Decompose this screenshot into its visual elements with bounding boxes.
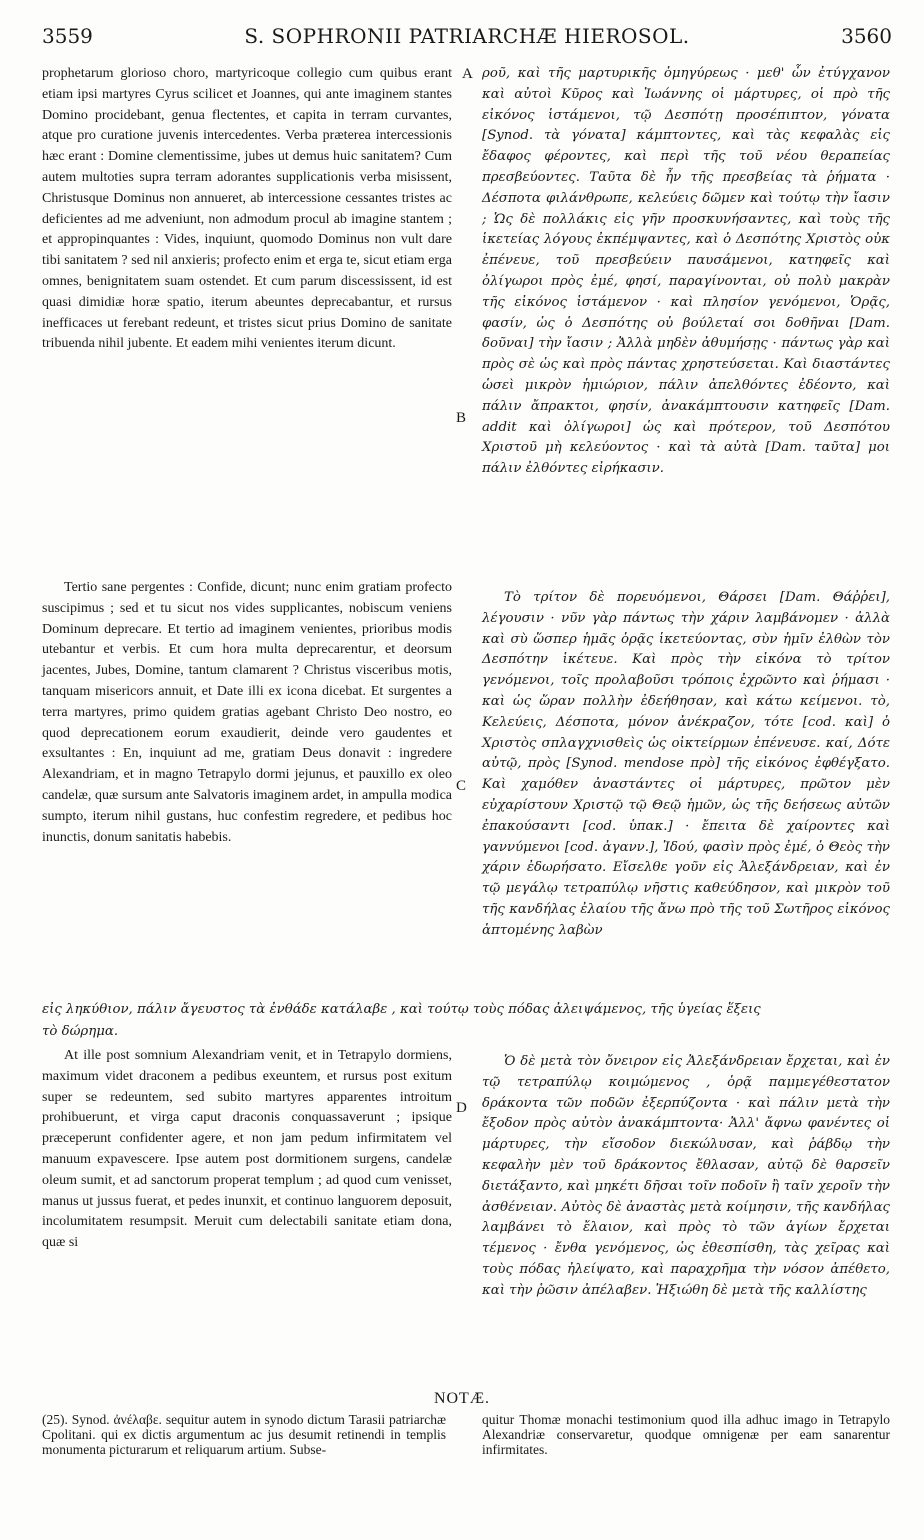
greek-paragraph-3: Ὁ δὲ μετὰ τὸν ὄνειρον εἰς Ἀλεξάνδρειαν ἔρχεται, καὶ ἐν τῷ τετραπύλῳ κοιμώμενος , ὁρᾷ παμμεγέθεστατον δράκοντα τῶν ποδῶν ἐξερπύζοντα · καὶ πάλιν μετὰ τὴν ἔξοδον πρὸς αὐτὸν ἀνακάμπτοντα· Ἀλλ' ἄφνω φανέντες οἱ μάρτυρες, τὴν εἴσοδον διεκώλυσαν, καὶ ῥάβδῳ τὴν κεφαλὴν μὲν τοῦ δράκοντος ἔθλασαν, αὐτῷ δὲ θαρσεῖν διετάξαντο, καὶ μηκέτι δῆσαι τοῖν ποδοῖν ἢ ταῖν χεροῖν τὴν ἀσθένειαν. Αὐτὸς δὲ ἀναστὰς μετὰ κοίμησιν, τῆς κανδήλας λαμβάνει τὸ ἔλαιον, καὶ πρὸς τὸ τῶν ἁγίων ἔρχεται τέμενος · ἔνθα γενόμενος, ὡς ἐθεσπίσθη, τὰς χεῖρας καὶ τοὺς πόδας ἠλείψατο, καὶ παραχρῆμα τὴν νόσον ἀπέθετο, καὶ τὴν ῥῶσιν ἀπέλαβεν. Ἠξιώθη δὲ μετὰ τῆς καλλίστης	[482, 1054, 890, 1298]
note-right-text: quitur Thomæ monachi testimonium quod illa adhuc imago in Tetrapylo Alexandriæ conservaretur, quodque omnigenæ per eam sanarentur infirmitates.	[482, 1412, 890, 1457]
greek-column-top	[482, 64, 890, 480]
greek-column-bottom	[482, 1052, 890, 1302]
notes-title: NOTÆ.	[433, 1390, 491, 1407]
greek-paragraph-2: Τὸ τρίτον δὲ πορευόμενοι, Θάρσει [Dam. Θάῤῥει], λέγουσιν · νῦν γὰρ πάντως τὴν χάριν λαμβάνομεν · ἀλλὰ καὶ σὺ ὥσπερ ἡμᾶς ὁρᾷς ἱκετεύοντας, σὺν ἡμῖν ἐλθὼν τὸν Δεσπότην ἱκέτευε. Καὶ πρὸς τὴν εἰκόνα τὸ τρίτον γενόμενοι, τοῖς προλαβοῦσι τρόποις ἐχρῶντο καὶ ῥήμασι · καὶ ὡς ὥραν πολλὴν ἐδεήθησαν, καὶ κάτω κείμενοι. τὸ, Κελεύεις, Δέσποτα, μόνον ἀνέκραζον, τότε [cod. καὶ] ὁ Χριστὸς σπλαγχνισθεὶς ὡς οἰκτείρμων ἐπένευσε. καί, Δότε αὐτῷ, πρὸς [Synod. mendose πρὸ] τῆς εἰκόνος ἐφθέγξατο. Καὶ χαμόθεν ἀναστάντες οἱ μάρτυρες, πρῶτον μὲν εὐχαρίστουν Χριστῷ τῷ Θεῷ ἡμῶν, ὡς τῆς δεήσεως αὐτῶν ἐπακούσαντι [cod. ὑπακ.] · ἔπειτα δὲ χαίροντες καὶ γαννύμενοι [cod. ἀγανν.], Ἰδού, φασὶν πρὸς ἐμέ, ὁ Θεὸς τὴν χάριν ἐδωρήσατο. Εἴσελθε γοῦν εἰς Ἀλεξάνδρειαν, καὶ ἐν τῷ μεγάλῳ τετραπύλῳ νῆστις καθεύδησον, καὶ μικρὸν τοῦ τῆς κανδήλας ἐλαίου τῆς ἄνω πρὸ τῆς τοῦ Σωτῆρος εἰκόνος ἁπτομένης λαβὼν	[482, 590, 890, 938]
page-number-right: 3560	[841, 24, 892, 48]
latin-column-bottom	[42, 1046, 452, 1254]
section-marker-a: A	[462, 66, 473, 82]
section-marker-c: C	[456, 778, 467, 794]
latin-paragraph-1: prophetarum glorioso choro, martyricoque collegio cum quibus erant etiam ipsi martyres Cyrus scilicet et Joannes, qui ante imaginem stantes Domino procidebant, genua flectentes, et capita in terram curvantes, atque pro curatione juvenis intercedentes. Verba præterea intercessionis hæc erant : Domine clementissime, jubes ut demus huic sanitatem? Cum autem multoties supra terram adorantes supplicationis verba misissent, Christusque Dominus non annueret, ab intercessione cessantes tristes ac deficientes ad me adveniunt, non admodum procul ab imagine stantem ; et appropinquantes : Vides, inquiunt, quomodo Dominus non vult dare tibi sanitatem ? sed nil anxieris; profecto enim et erga te, sicut etiam erga omnes, benignitatem suam ostendet. Et cum parum discessissent, id est quasi dimidiæ horæ spatio, iterum abeuntes deprecabantur, et rursus inefficaces ut ferebant redeunt, et tristes sicut prius Domino de sanitate tribuenda nihil jubente. Et eadem mihi venientes iterum dicunt.	[42, 66, 452, 352]
latin-paragraph-3: At ille post somnium Alexandriam venit, et in Tetrapylo dormiens, maximum videt draconem a pedibus exeuntem, et rursus post exitum super se redeuntem, sed subito martyres apparentes introitum prohibuerunt, et virga caput draconis conquassaverunt ; ipsique præceperunt confidenter agere, et non jam pedum infirmitatem vel manuum expavescere. Ipse autem post dormitionem surgens, candelæ oleum sumit, et ad sanctorum properat templum ; ad quod cum venisset, manus ut jussus fuerat, et pedes inunxit, et continuo languorem deposuit, incolumitatem resumpsit. Meruit cum delectabili sanitate etiam dona, quæ si	[42, 1048, 452, 1251]
page-header	[42, 18, 892, 48]
page-number-left: 3559	[42, 24, 93, 48]
greek-paragraph-1: ροῦ, καὶ τῆς μαρτυρικῆς ὁμηγύρεως · μεθ' ὧν ἐτύγχανον καὶ αὐτοὶ Κῦρος καὶ Ἰωάννης οἱ μάρτυρες, οἱ πρὸ τῆς εἰκόνος ἱστάμενοι, τῷ Δεσπότῃ προσέπιπτον, γόνατα [Synod. τὰ γόνατα] κάμπτοντες, καὶ τὰς κεφαλὰς εἰς ἔδαφος φέροντες, καὶ περὶ τῆς τοῦ νέου θεραπείας πρεσβεύοντες. Ταῦτα δὲ ἦν τῆς πρεσβείας τὰ ῥήματα · Δέσποτα φιλάνθρωπε, κελεύεις δῶμεν καὶ τούτῳ τὴν ἴασιν ; Ὡς δὲ πολλάκις εἰς γῆν προσκυνήσαντες, καὶ τοὺς τῆς ἱκετείας λόγους ἐκπέμψαντες, καὶ ὁ Δεσπότης Χριστὸς οὐκ ἐπένευε, τοῦ πρεσβεύειν παυσάμενοι, κατηφεῖς καὶ ὀλίγωροι πρὸς ἐμέ, φησί, παραγίνονται, οὐ πολὺ μακρὰν τῆς εἰκόνος ἱστάμενον · καὶ πλησίον γενόμενοι, Ὁρᾷς, φασίν, ὡς ὁ Δεσπότης οὐ βούλεταί σοι δοθῆναι [Dam. δοῦναι] τὴν ἴασιν ; Ἀλλὰ μηδὲν ἀθυμήσῃς · πάντως γὰρ καὶ πρὸς σὲ ὡς καὶ πρὸς πάντας χρηστεύσεται. Καὶ διαστάντες ὡσεὶ μικρὸν ἡμιώριον, πάλιν ἀπελθόντες ἐδέοντο, καὶ πάλιν ἄπρακτοι, φησίν, ἀνακάμπτουσιν κατηφεῖς [Dam. addit καὶ ὀλίγωροι] ὡς καὶ πρότερον, τοῦ Δεσπότου Χριστοῦ μὴ κελεύοντος · καὶ τὰ αὐτὰ [Dam. ταῦτα] μοι πάλιν ἐλθόντες εἰρήκασιν.	[482, 66, 890, 477]
note-right	[482, 1412, 890, 1457]
latin-paragraph-2: Tertio sane pergentes : Confide, dicunt; nunc enim gratiam profecto suscipimus ; sed et tu sicut nos vides supplicantes, nobiscum veniens Dominum deprecare. Et tertio ad imaginem venientes, prioribus modis utebantur et verbis. Et cum hora multa deprecarentur, et deorsum jacentes, Jubes, Domine, tantum clamarent ? Christus visceribus motis, tanquam misericors annuit, et Date illi ex icona dicebat. Et surgentes a terra martyres, primo quidem gratias agebant Christo Deo nostro, eo quod deprecationem eorum exaudierit, deinde vero gaudentes et exsultantes : En, inquiunt ad me, gratiam Deus donavit : ingredere Alexandriam, et in magno Tetrapylo dormi jejunus, et pauxillo ex oleo candelæ, quæ sursum ante Salvatoris imaginem ardet, in ampulla modica sumpto, iterum nihil gustans, huc confestim regredere, et pedibus hoc inunctis, donum sanitatis habebis.	[42, 580, 452, 845]
running-title: S. SOPHRONII PATRIARCHÆ HIEROSOL.	[244, 24, 690, 48]
greek-column-middle	[482, 588, 890, 942]
greek-span-line-2: τὸ δώρημα.	[42, 1024, 119, 1039]
section-marker-d: D	[456, 1100, 467, 1116]
latin-column-top	[42, 64, 452, 355]
note-left-text: (25). Synod. ἀνέλαβε. sequitur autem in synodo dictum Tarasii patriarchæ Cpolitani. qui ex dictis argumentum ac jus desumit retinendi in templis monumenta picturarum et reliquarum artium. Subse-	[42, 1412, 446, 1457]
latin-column-middle	[42, 578, 452, 848]
greek-span-line-1: εἰς ληκύθιον, πάλιν ἄγευστος τὰ ἐνθάδε κατάλαβε , καὶ τούτῳ τοὺς πόδας ἀλειψάμενος, τῆς ὑγείας ἕξεις	[42, 1002, 761, 1017]
section-marker-b: B	[456, 410, 467, 426]
note-left	[42, 1412, 446, 1457]
